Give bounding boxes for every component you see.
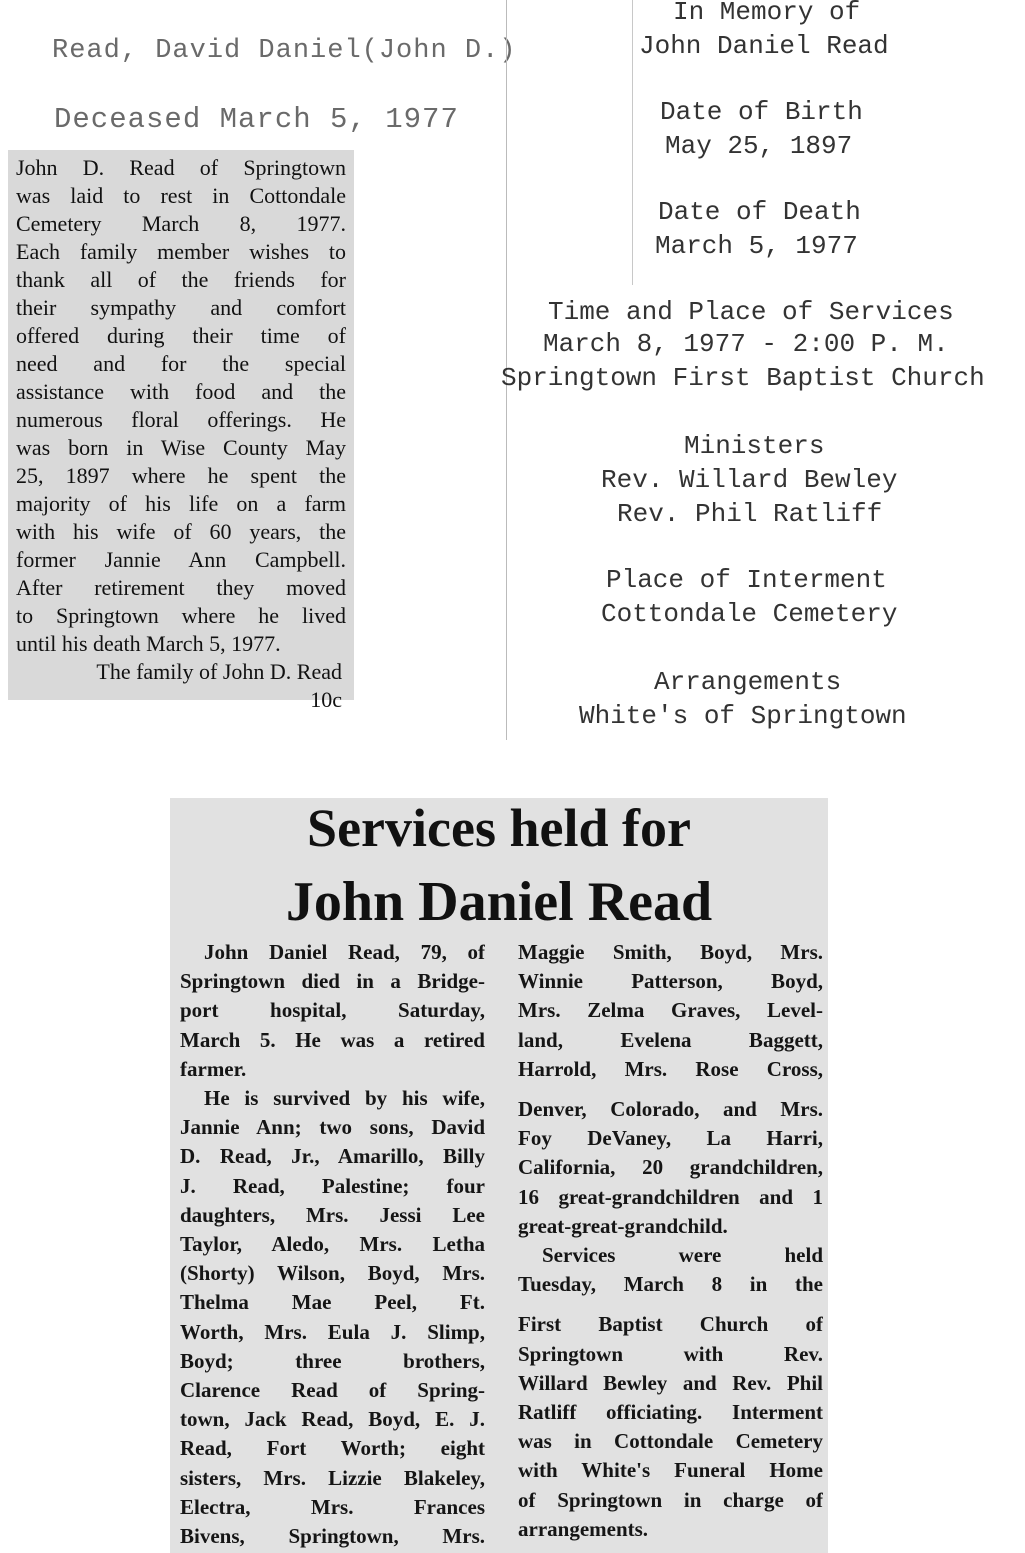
death-date: March 5, 1977 (655, 231, 858, 261)
arrangements-by: White's of Springtown (579, 701, 907, 731)
obituary-text-line: was in Cottondale Cemetery (518, 1429, 823, 1454)
arrangements-label: Arrangements (654, 667, 842, 697)
clipping-text-line: assistance with food and the (16, 379, 346, 404)
services-place: Springtown First Baptist Church (501, 363, 985, 393)
obituary-text-line: farmer. (180, 1056, 247, 1081)
obituary-text-line: Springtown with Rev. (518, 1341, 823, 1366)
interment-place: Cottondale Cemetery (601, 599, 898, 629)
obituary-text-line: port hospital, Saturday, (180, 998, 485, 1023)
death-label: Date of Death (658, 197, 861, 227)
clipping-signature: The family of John D. Read (96, 659, 342, 684)
obituary-text-line: (Shorty) Wilson, Boyd, Mrs. (180, 1261, 485, 1286)
interment-label: Place of Interment (606, 565, 887, 595)
clipping-text-line: their sympathy and comfort (16, 295, 346, 320)
obituary-text-line: Ratliff officiating. Interment (518, 1400, 823, 1425)
record-name-label: Read, David Daniel(John D.) (52, 36, 517, 66)
memorial-card (501, 0, 1025, 740)
obituary-text-line: Harrold, Mrs. Rose Cross, (518, 1056, 823, 1081)
clipping-text-line: majority of his life on a farm (16, 491, 346, 516)
obituary-text-line: Foy DeVaney, La Harri, (518, 1126, 823, 1151)
obituary-text-line: 16 great-grandchildren and 1 (518, 1184, 823, 1209)
obituary-text-line: Bivens, Springtown, Mrs. (180, 1524, 485, 1549)
headline-line-1: Services held for (307, 798, 691, 858)
obituary-text-line: Clarence Read of Spring- (180, 1378, 485, 1403)
obituary-text-line: Thelma Mae Peel, Ft. (180, 1290, 485, 1315)
obituary-text-line: town, Jack Read, Boyd, E. J. (180, 1407, 485, 1432)
clipping-text-line: Cemetery March 8, 1977. (16, 211, 346, 236)
obituary-text-line: Maggie Smith, Boyd, Mrs. (518, 940, 823, 964)
obituary-text-line: D. Read, Jr., Amarillo, Billy (180, 1144, 485, 1169)
obituary-text-line: Taylor, Aledo, Mrs. Letha (180, 1232, 485, 1257)
services-time: March 8, 1977 - 2:00 P. M. (543, 329, 949, 359)
obituary-text-line: March 5. He was a retired (180, 1027, 485, 1052)
obituary-text-line: of Springtown in charge of (518, 1487, 823, 1512)
obituary-column-2 (518, 938, 823, 1544)
clipping-text-line: thank all of the friends for (16, 267, 346, 292)
obituary-text-line: Denver, Colorado, and Mrs. (518, 1097, 823, 1122)
obituary-text-line: with White's Funeral Home (518, 1458, 823, 1483)
clipping-text-line: numerous floral offerings. He (16, 407, 346, 432)
obituary-text-line: Springtown died in a Bridge- (180, 969, 485, 994)
ministers-label: Ministers (684, 431, 825, 461)
obituary-text-line: John Daniel Read, 79, of (204, 940, 485, 964)
clipping-text-line: 25, 1897 where he spent the (16, 463, 346, 488)
obituary-text-line: Willard Bewley and Rev. Phil (518, 1370, 823, 1395)
birth-date: May 25, 1897 (665, 131, 853, 161)
obituary-text-line: Jannie Ann; two sons, David (180, 1115, 485, 1140)
clipping-text-line: was laid to rest in Cottondale (16, 183, 346, 208)
obituary-headline (170, 798, 828, 932)
clipping-text-line: was born in Wise County May (16, 435, 346, 460)
clipping-text-line: John D. Read of Springtown (16, 155, 346, 180)
obituary-text-line: great-great-grandchild. (518, 1213, 728, 1238)
memorial-name: John Daniel Read (639, 31, 889, 61)
obituary-text-line: Winnie Patterson, Boyd, (518, 969, 823, 994)
clipping-text-line: need and for the special (16, 351, 346, 376)
obituary-text-line: arrangements. (518, 1516, 649, 1541)
obituary-text-line: Worth, Mrs. Eula J. Slimp, (180, 1319, 485, 1344)
obituary-text-line: He is survived by his wife, (204, 1086, 485, 1111)
clipping-text-line: Each family member wishes to (16, 239, 346, 264)
services-label: Time and Place of Services (548, 297, 954, 327)
obituary-text-line: land, Evelena Baggett, (518, 1027, 823, 1052)
obituary-text-line: Tuesday, March 8 in the (518, 1272, 823, 1297)
minister-1: Rev. Willard Bewley (601, 465, 898, 495)
obituary-column-1 (180, 938, 485, 1551)
headline-line-2: John Daniel Read (285, 871, 713, 933)
card-of-thanks-clipping (8, 150, 354, 712)
obituary-text-line: sisters, Mrs. Lizzie Blakeley, (180, 1465, 485, 1490)
clipping-text-line: former Jannie Ann Campbell. (16, 547, 346, 572)
obituary-clipping (170, 798, 828, 1553)
obituary-text-line: First Baptist Church of (518, 1312, 823, 1337)
obituary-text-line: J. Read, Palestine; four (180, 1173, 485, 1198)
clipping-text-line: until his death March 5, 1977. (16, 631, 281, 656)
clipping-code: 10c (310, 687, 342, 712)
clipping-text-line: with his wife of 60 years, the (16, 519, 346, 544)
clipping-text-line: offered during their time of (16, 323, 346, 348)
memorial-title: In Memory of (673, 0, 861, 27)
birth-label: Date of Birth (660, 97, 863, 127)
clipping-text-line: to Springtown where he lived (16, 603, 346, 628)
obituary-text-line: Mrs. Zelma Graves, Level- (518, 998, 823, 1023)
obituary-text-line: Read, Fort Worth; eight (180, 1436, 485, 1461)
obituary-text-line: Services were held (542, 1243, 823, 1268)
clipping-text-line: After retirement they moved (16, 575, 346, 600)
obituary-text-line: Boyd; three brothers, (180, 1348, 485, 1373)
obituary-text-line: California, 20 grandchildren, (518, 1155, 823, 1180)
minister-2: Rev. Phil Ratliff (617, 499, 883, 529)
obituary-text-line: daughters, Mrs. Jessi Lee (180, 1202, 485, 1227)
obituary-text-line: Electra, Mrs. Frances (180, 1494, 485, 1519)
deceased-date-label: Deceased March 5, 1977 (54, 103, 459, 136)
